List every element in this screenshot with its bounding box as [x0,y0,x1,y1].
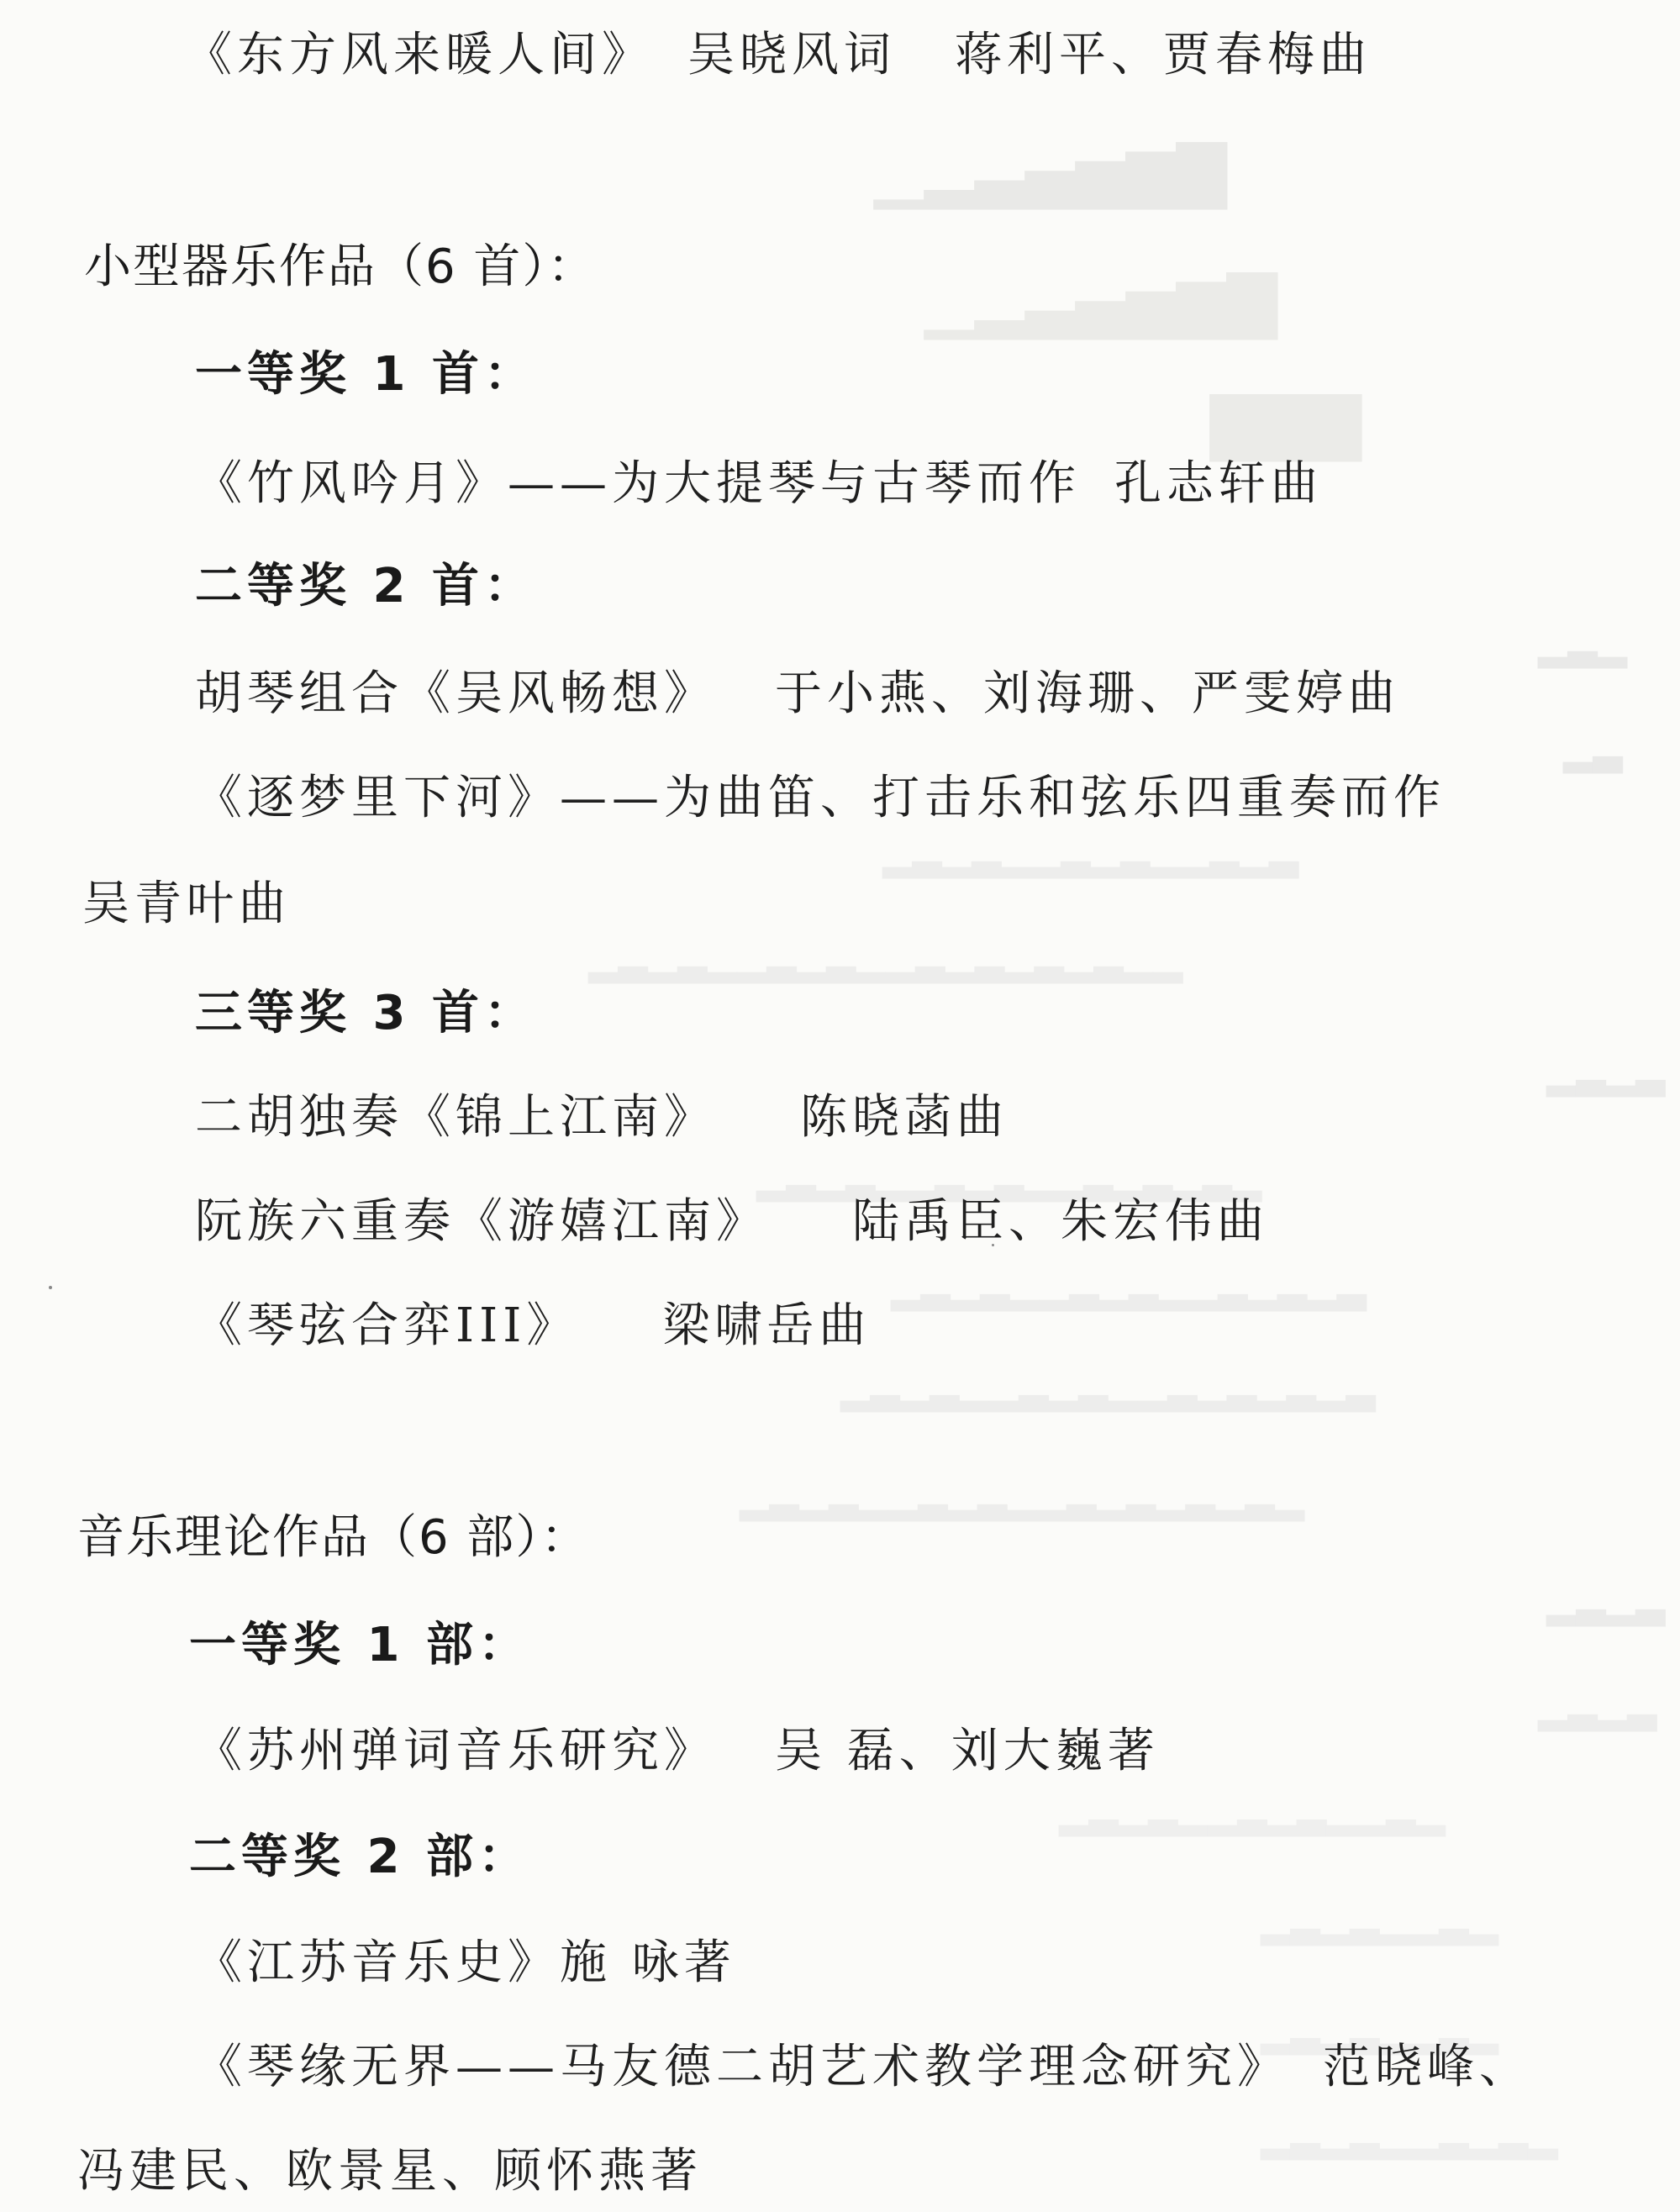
work-title: 《逐梦里下河》——为曲笛、打击乐和弦乐四重奏而作 [195,771,1446,825]
bleed-through-shape: ▂▃▂▃▂▂▃▂▃▂ [1261,2115,1558,2160]
work-entry [195,666,1400,721]
section-heading-instrumental: 小型器乐作品（6 首）： [84,240,597,294]
work-title: 《竹风吟月》——为大提琴与古琴而作 [195,456,1081,511]
work-credit: 吴晓风词 [687,28,896,82]
bleed-through-shape: ▁▂▃▄▅▆▇ [874,133,1227,209]
work-entry-continuation [77,2144,703,2199]
bleed-through-shape: ▂▃▂▃▂▂▃▂ [1261,2009,1499,2055]
top-entry-line [185,28,1372,82]
bleed-through-shape: ▂▃▂▃ [1538,1686,1657,1731]
work-entry [195,1724,1160,1778]
bleed-through-shape: ▂▃▂▃ [1546,1051,1666,1097]
bleed-through-shape: ▇▇▇ [1210,385,1361,461]
bleed-through-shape: ▂▃▂▃▂▂▃▂▃▂▂▃▂▃▂▃▂▃ [840,1367,1376,1412]
work-title: 《东方风来暖人间》 [185,28,654,82]
work-entry [195,1194,1269,1249]
paper-speck [49,1286,52,1289]
work-credit: 陆禹臣、朱宏伟曲 [852,1194,1269,1249]
work-credit: 吴 磊、刘大巍著 [775,1724,1160,1778]
bleed-through-shape: ▂▃▂▃▂▂▃▂▃▂▂▃▂▃▂▃▂▃▂▂ [588,938,1183,983]
work-credit: 孔志轩曲 [1114,456,1323,511]
bleed-through-shape: ▁▂▃▄▅▆▇ [924,263,1277,340]
work-entry [195,456,1323,511]
bleed-through-shape: ▂▃▂▃▂▂▃▂▃▂▂▃▂ [1059,1791,1446,1836]
bleed-through-shape: ▂▃ [1563,728,1623,773]
award-label-second: 二等奖 2 部： [189,1830,530,1884]
work-entry [195,1936,736,1990]
work-title: 胡琴组合《吴风畅想》 [195,666,716,721]
work-entry [195,1090,1009,1145]
work-entry-continuation [82,877,291,931]
work-title: 阮族六重奏《游嬉江南》 [195,1194,768,1249]
work-credit: 于小燕、刘海珊、严雯婷曲 [775,666,1400,721]
work-credit: 施 咏著 [560,1936,736,1990]
bleed-through-shape: ▂▃▂▃▂▂▃▂▃▂▂▃▂▃▂▃▂ [756,1156,1262,1202]
bleed-through-shape: ▂▃▂▃ [1546,1581,1666,1626]
work-credit: 吴青叶曲 [82,877,291,931]
work-credit: 陈晓菡曲 [800,1090,1009,1145]
work-entry [195,771,1446,825]
work-credit: 蒋利平、贾春梅曲 [955,28,1372,82]
work-credit: 范晓峰、 [1323,2040,1531,2094]
award-label-third: 三等奖 3 首： [195,986,536,1040]
work-credit: 冯建民、欧景星、顾怀燕著 [77,2144,703,2199]
work-title: 《琴缘无界——马友德二胡艺术教学理念研究》 [195,2040,1289,2094]
award-label-second: 二等奖 2 首： [195,559,536,614]
bleed-through-shape: ▂▃▂▃▂▂▃▂▃▂▂▃▂▃ [882,833,1299,878]
bleed-through-shape: ▂▃▂▃▂▂▃▂▃▂▂▃▂▃▂▃▂▃▂ [740,1476,1305,1521]
bleed-through-shape: ▂▃▂▃▂▂▃▂ [1261,1900,1499,1946]
work-title: 《苏州弹词音乐研究》 [195,1724,716,1778]
award-label-first: 一等奖 1 部： [189,1618,530,1672]
work-title: 二胡独奏《锦上江南》 [195,1090,716,1145]
work-credit: 梁啸岳曲 [662,1298,872,1353]
work-title: 《江苏音乐史》 [195,1936,560,1990]
section-heading-theory: 音乐理论作品（6 部）： [77,1510,590,1565]
work-entry [195,1298,872,1353]
work-title: 《琴弦合弈III》 [195,1298,579,1353]
bleed-through-shape: ▂▃▂ [1538,623,1628,668]
work-entry [195,2040,1531,2094]
award-label-first: 一等奖 1 首： [195,347,536,402]
bleed-through-shape: ▂▃▂▃▂▂▃▂▃▂▂▃▂▃▂▃ [891,1266,1367,1311]
